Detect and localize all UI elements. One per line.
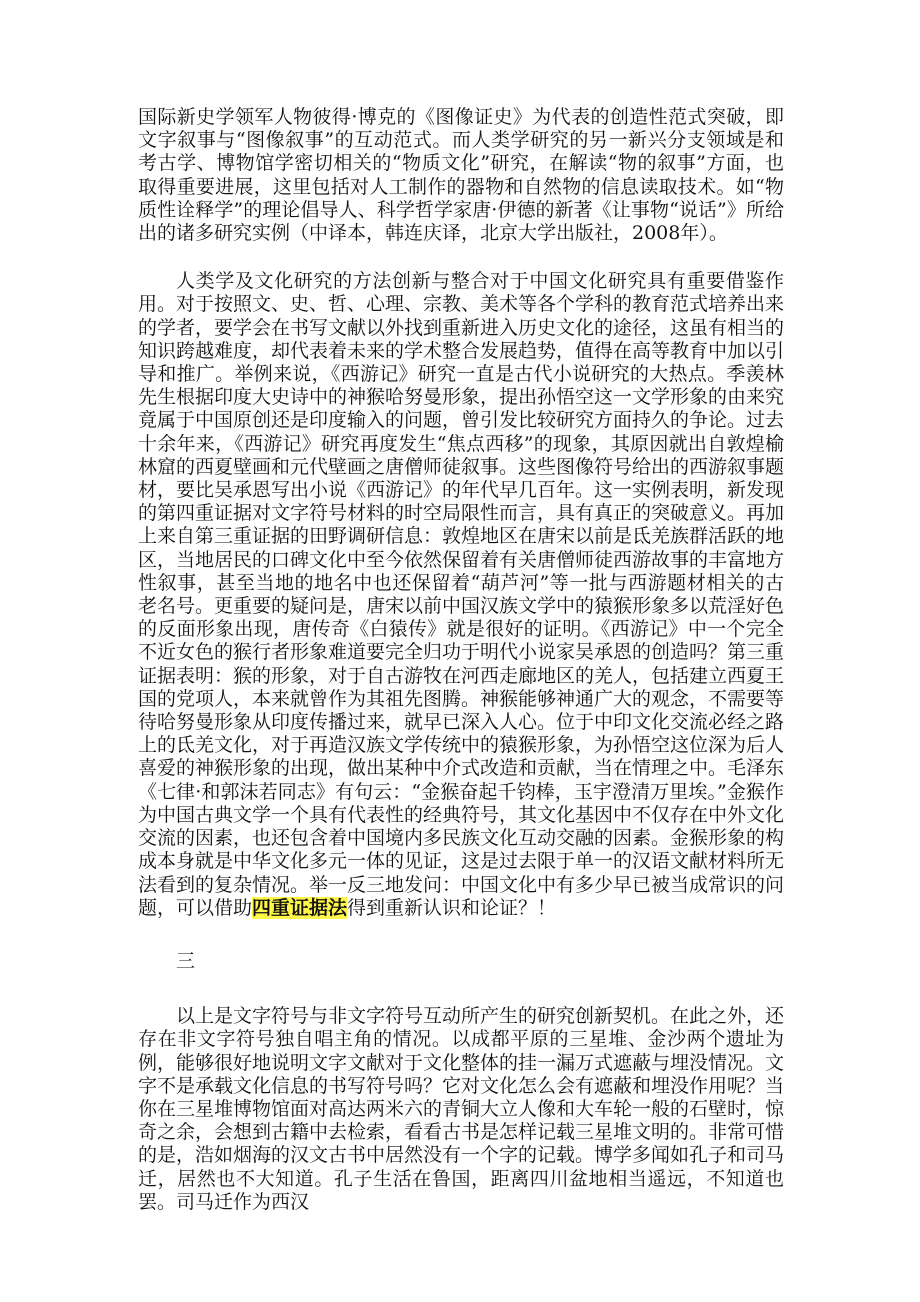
highlighted-term: 四重证据法	[252, 896, 348, 919]
document-page	[138, 106, 784, 1214]
section-heading: 三	[176, 949, 196, 972]
paragraph-2	[138, 270, 784, 920]
paragraph-3: 以上是文字符号与非文字符号互动所产生的研究创新契机。在此之外，还存在非文字符号独自唱主角的情况。以成都平原的三星堆、金沙两个遗址为例，能够很好地说明文字文献对于文化整体的挂一漏万式遮蔽与埋没情况。文字不是承载文化信息的书写符号吗？它对文化怎么会有遮蔽和埋没作用呢？当你在三星堆博物馆面对高达两米六的青铜大立人像和大车轮一般的石壁时，惊奇之余，会想到古籍中去检索，看看古书是怎样记载三星堆文明的。非常可惜的是，浩如烟海的汉文古书中居然没有一个字的记载。博学多闻如孔子和司马迁，居然也不大知道。孔子生活在鲁国，距离四川盆地相当遥远，不知道也罢。司马迁作为西汉	[138, 1005, 785, 1213]
paragraph-2-text-before: 人类学及文化研究的方法创新与整合对于中国文化研究具有重要借鉴作用。对于按照文、史、哲、心理、宗教、美术等各个学科的教育范式培养出来的学者，要学会在书写文献以外找到重新进入历史文化的途径，这虽有相当的知识跨越难度，却代表着未来的学术整合发展趋势，值得在高等教育中加以引导和推广。举例来说，《西游记》研究一直是古代小说研究的大热点。季羡林先生根据印度大史诗中的神猴哈努曼形象，提出孙悟空这一文学形象的由来究竟属于中国原创还是印度输入的问题，曾引发比较研究方面持久的争论。过去十余年来，《西游记》研究再度发生“焦点西移”的现象，其原因就出自敦煌榆林窟的西夏壁画和元代壁画之唐僧师徒叙事。这些图像符号给出的西游叙事题材，要比吴承恩写出小说《西游记》的年代早几百年。这一实例表明，新发现的第四重证据对文字符号材料的时空局限性而言，具有真正的突破意义。再加上来自第三重证据的田野调研信息：敦煌地区在唐宋以前是氐羌族群活跃的地区，当地居民的口碑文化中至今依然保留着有关唐僧师徒西游故事的丰富地方性叙事，甚至当地的地名中也还保留着“葫芦河”等一批与西游题材相关的古老名号。更重要的疑问是，唐宋以前中国汉族文学中的猿猴形象多以荒淫好色的反面形象出现，唐传奇《白猿传》就是很好的证明。《西游记》中一个完全不近女色的猴行者形象难道要完全归功于明代小说家吴承恩的创造吗？第三重证据表明：猴的形象，对于自古游牧在河西走廊地区的羌人，包括建立西夏王国的党项人，本来就曾作为其祖先图腾。神猴能够神通广大的观念，不需要等待哈努曼形象从印度传播过来，就早已深入人心。位于中印文化交流必经之路上的氐羌文化，对于再造汉族文学传统中的猿猴形象，为孙悟空这位深为后人喜爱的神猴形象的出现，做出某种中介式改造和贡献，当在情理之中。毛泽东《七律·和郭沫若同志》有句云：“金猴奋起千钧棒，玉宇澄清万里埃。”金猴作为中国古典文学一个具有代表性的经典符号，其文化基因中不仅存在中外文化交流的因素，也还包含着中国境内多民族文化互动交融的因素。金猴形象的构成本身就是中华文化多元一体的见证，这是过去限于单一的汉语文献材料所无法看到的复杂情况。举一反三地发问：中国文化中有多少早已被当成常识的问题，可以借助	[138, 270, 785, 919]
paragraph-2-text-after: 得到重新认识和论证？！	[347, 896, 557, 919]
paragraph-1: 国际新史学领军人物彼得·博克的《图像证史》为代表的创造性范式突破，即文字叙事与“图像叙事”的互动范式。而人类学研究的另一新兴分支领域是和考古学、博物馆学密切相关的“物质文化”研究，在解读“物的叙事”方面，也取得重要进展，这里包括对人工制作的器物和自然物的信息读取技术。如“物质性诠释学”的理论倡导人、科学哲学家唐·伊德的新著《让事物“说话”》所给出的诸多研究实例（中译本，韩连庆译，北京大学出版社，2008年）。	[138, 106, 784, 245]
